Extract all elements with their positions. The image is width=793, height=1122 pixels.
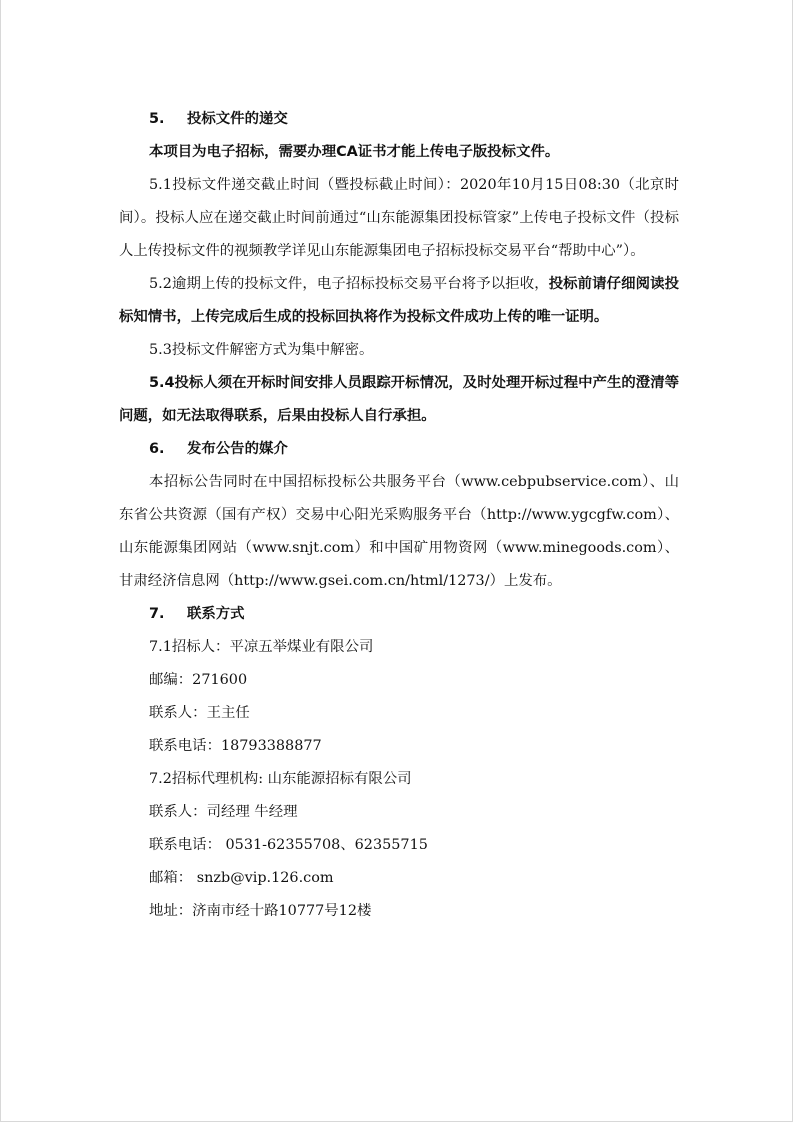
section-5-title: 投标文件的递交 <box>187 111 288 127</box>
paragraph-5-2-text: 5.2逾期上传的投标文件，电子招标投标交易平台将予以拒收， <box>149 276 549 292</box>
section-6-number: 6. <box>149 441 165 457</box>
page-content <box>119 103 679 928</box>
paragraph-5-2-bold-text: 投标前请仔细阅读投标知情书，上传完成后生成的投标回执将作为投标文件成功上传的唯一证明。 <box>119 276 679 325</box>
email-line: 邮箱： snzb@vip.126.com <box>149 870 334 886</box>
section-5-number: 5. <box>149 111 165 127</box>
contact-person-line: 联系人：王主任 <box>149 705 250 721</box>
agency-contact-line: 联系人：司经理 牛经理 <box>149 804 298 820</box>
contact-phone-line: 联系电话：18793388877 <box>149 738 322 754</box>
section-5-heading <box>119 103 679 136</box>
section-7-heading <box>119 598 679 631</box>
ca-certificate-note: 本项目为电子招标，需要办理CA证书才能上传电子版投标文件。 <box>149 144 560 160</box>
paragraph-5-2 <box>119 268 679 334</box>
media-paragraph: 本招标公告同时在中国招标投标公共服务平台（www.cebpubservice.com）、山东省公共资源（国有产权）交易中心阳光采购服务平台（http://www.ygcgfw.com）、山东能源集团网站（www.snjt.com）和中国矿用物资网（www.minegoods.com）、甘肃经济信息网（http://www.gsei.com.cn/html/1273/）上发布。 <box>119 474 679 589</box>
agency-line: 7.2招标代理机构: 山东能源招标有限公司 <box>149 771 412 787</box>
agency-phone-line: 联系电话： 0531-62355708、62355715 <box>149 837 428 853</box>
paragraph-5-1: 5.1投标文件递交截止时间（暨投标截止时间）：2020年10月15日08:30（北京时间）。投标人应在递交截止时间前通过“山东能源集团投标管家”上传电子投标文件（投标人上传投标文件的视频教学详见山东能源集团电子招标投标交易平台“帮助中心”）。 <box>119 177 679 259</box>
section-7-number: 7. <box>149 606 165 622</box>
paragraph-5-3: 5.3投标文件解密方式为集中解密。 <box>149 342 374 358</box>
tenderer-line: 7.1招标人：平凉五举煤业有限公司 <box>149 639 374 655</box>
section-6-title: 发布公告的媒介 <box>187 441 288 457</box>
paragraph-5-4: 5.4投标人须在开标时间安排人员跟踪开标情况，及时处理开标过程中产生的澄清等问题，如无法取得联系，后果由投标人自行承担。 <box>119 375 679 424</box>
postcode-line: 邮编：271600 <box>149 672 248 688</box>
section-7-title: 联系方式 <box>187 606 245 622</box>
section-6-heading <box>119 433 679 466</box>
address-line: 地址：济南市经十路10777号12楼 <box>149 903 372 919</box>
